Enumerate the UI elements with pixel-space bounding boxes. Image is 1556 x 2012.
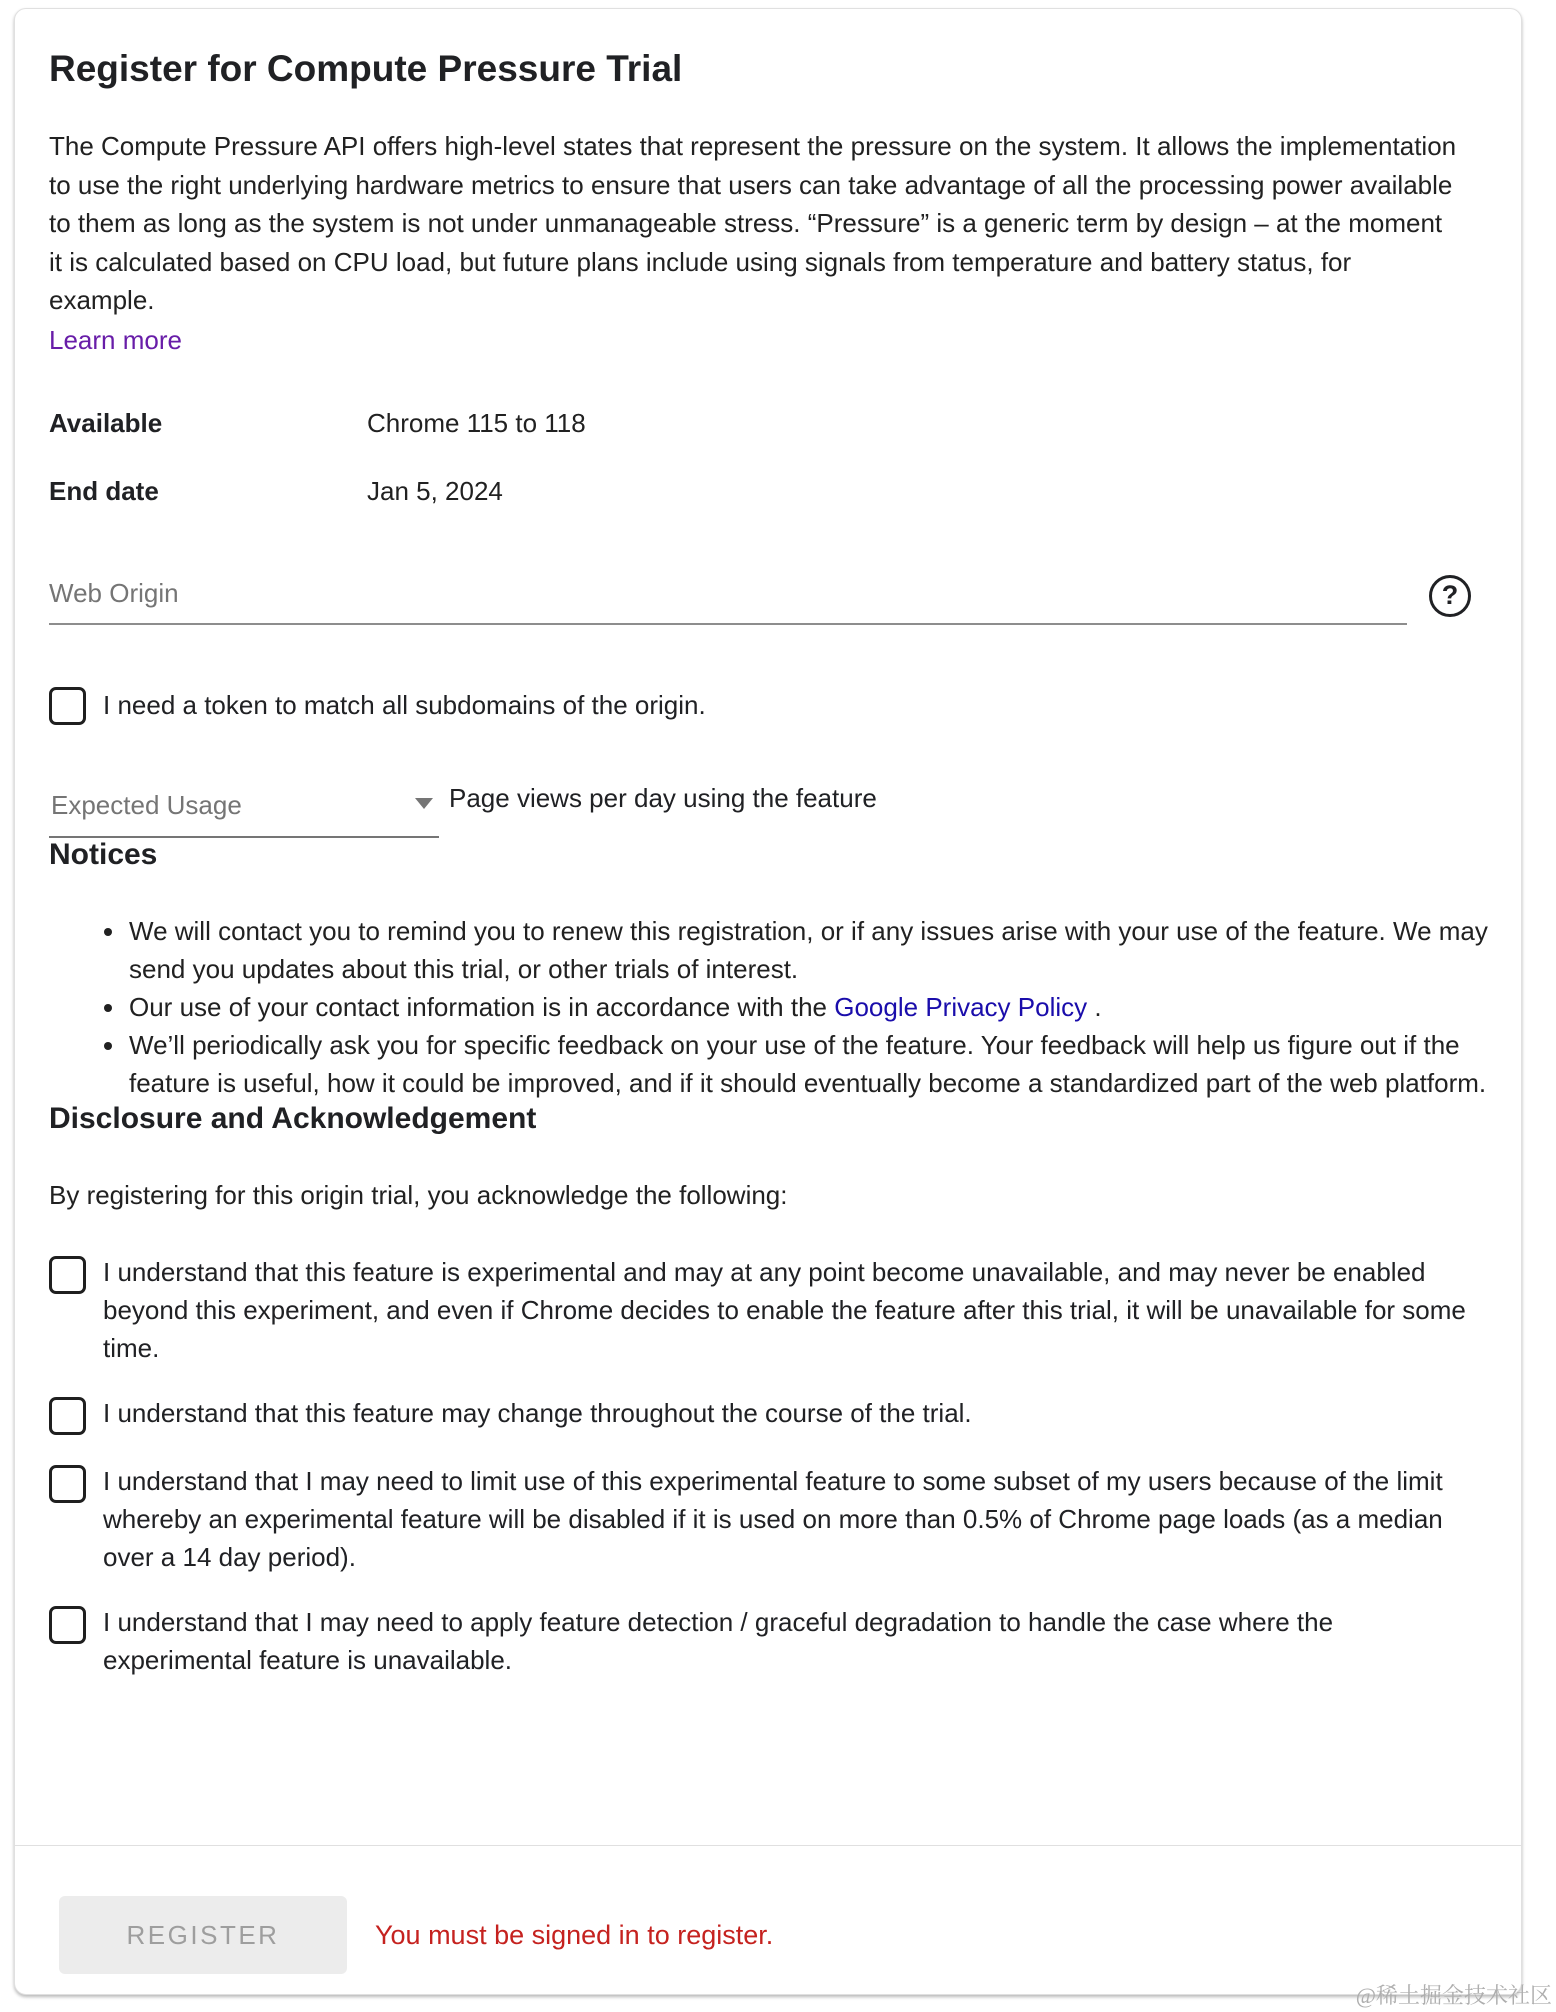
notice-text: We’ll periodically ask you for specific feedback on your use of the feature. Your feedback will help us figure out if the feature is useful, how it could be improved, and if it should eventually become a standardized part of the web platform. [129, 1029, 1487, 1098]
expected-usage-select[interactable] [49, 790, 439, 838]
ack-checkbox-usage-limit[interactable] [49, 1465, 86, 1503]
available-label: Available [49, 407, 163, 438]
notices-list [49, 912, 1489, 1102]
notice-text: We will contact you to remind you to renew this registration, or if any issues arise with your use of the feature. We may send you updates about this trial, or other trials of interest. [129, 915, 1488, 984]
ack-checkbox-feature-detection[interactable] [49, 1606, 86, 1644]
notice-item [127, 988, 1489, 1026]
detail-row-end-date [49, 473, 1489, 509]
notice-item [127, 912, 1489, 988]
card-content [15, 9, 1521, 1706]
notice-text-after: . [1087, 991, 1102, 1022]
disclosure-heading: Disclosure and Acknowledgement [49, 1101, 537, 1135]
help-icon-glyph: ? [1441, 580, 1459, 610]
chevron-down-icon [415, 798, 433, 809]
end-date-label: End date [49, 475, 159, 506]
ack-label: I understand that this feature is experimental and may at any point become unavailable, and may never be enabled beyond this experiment, and even if Chrome decides to enable the feature after this trial, it will be unavailable for some time. [103, 1256, 1466, 1363]
page-title: Register for Compute Pressure Trial [49, 48, 683, 89]
expected-usage-row [49, 783, 1489, 838]
ack-label: I understand that I may need to limit use of this experimental feature to some subset of my users because of the limit whereby an experimental feature will be disabled if it is used on more than 0.5% of Chrome page loads (as a median over a 14 day period). [103, 1465, 1443, 1572]
ack-item-experimental [49, 1253, 1489, 1367]
card-footer [15, 1845, 1521, 1994]
available-value: Chrome 115 to 118 [367, 407, 586, 438]
disclosure-intro: By registering for this origin trial, you acknowledge the following: [49, 1179, 788, 1210]
notice-text-before: Our use of your contact information is in accordance with the [129, 991, 835, 1022]
ack-checkbox-may-change[interactable] [49, 1397, 86, 1435]
signin-required-message: You must be signed in to register. [375, 1919, 774, 1950]
expected-usage-label: Expected Usage [51, 789, 242, 820]
detail-row-available [49, 405, 1489, 441]
subdomains-row [49, 687, 1489, 725]
google-privacy-policy-link[interactable]: Google Privacy Policy [834, 991, 1088, 1022]
learn-more-link[interactable]: Learn more [49, 324, 182, 355]
notices-heading: Notices [49, 837, 158, 871]
ack-label: I understand that I may need to apply feature detection / graceful degradation to handle the case where the experimental feature is unavailable. [103, 1606, 1334, 1675]
notice-item [127, 1026, 1489, 1102]
expected-usage-hint: Page views per day using the feature [449, 782, 877, 813]
register-button[interactable]: REGISTER [59, 1896, 347, 1974]
ack-label: I understand that this feature may change throughout the course of the trial. [103, 1397, 972, 1428]
ack-item-may-change [49, 1394, 1489, 1435]
trial-details [49, 405, 1489, 509]
ack-item-feature-detection [49, 1603, 1489, 1679]
acknowledgement-list [49, 1253, 1489, 1679]
ack-checkbox-experimental[interactable] [49, 1256, 86, 1294]
help-icon[interactable] [1429, 575, 1471, 617]
ack-item-usage-limit [49, 1462, 1489, 1576]
trial-description: The Compute Pressure API offers high-level states that represent the pressure on the system. It allows the implementation to use the right underlying hardware metrics to ensure that users can take advantage of all the processing power available to them as long as the system is not under unmanageable stress. “Pressure” is a generic term by design – at the moment it is calculated based on CPU load, but future plans include using signals from temperature and battery status, for example. [49, 131, 1457, 315]
subdomains-label: I need a token to match all subdomains of the origin. [103, 690, 706, 720]
end-date-value: Jan 5, 2024 [367, 475, 503, 506]
web-origin-row [49, 575, 1489, 625]
registration-card [14, 8, 1522, 1995]
web-origin-input[interactable] [49, 578, 1407, 625]
subdomains-checkbox[interactable] [49, 687, 86, 725]
watermark: @稀土掘金技术社区 [1355, 1983, 1552, 2008]
